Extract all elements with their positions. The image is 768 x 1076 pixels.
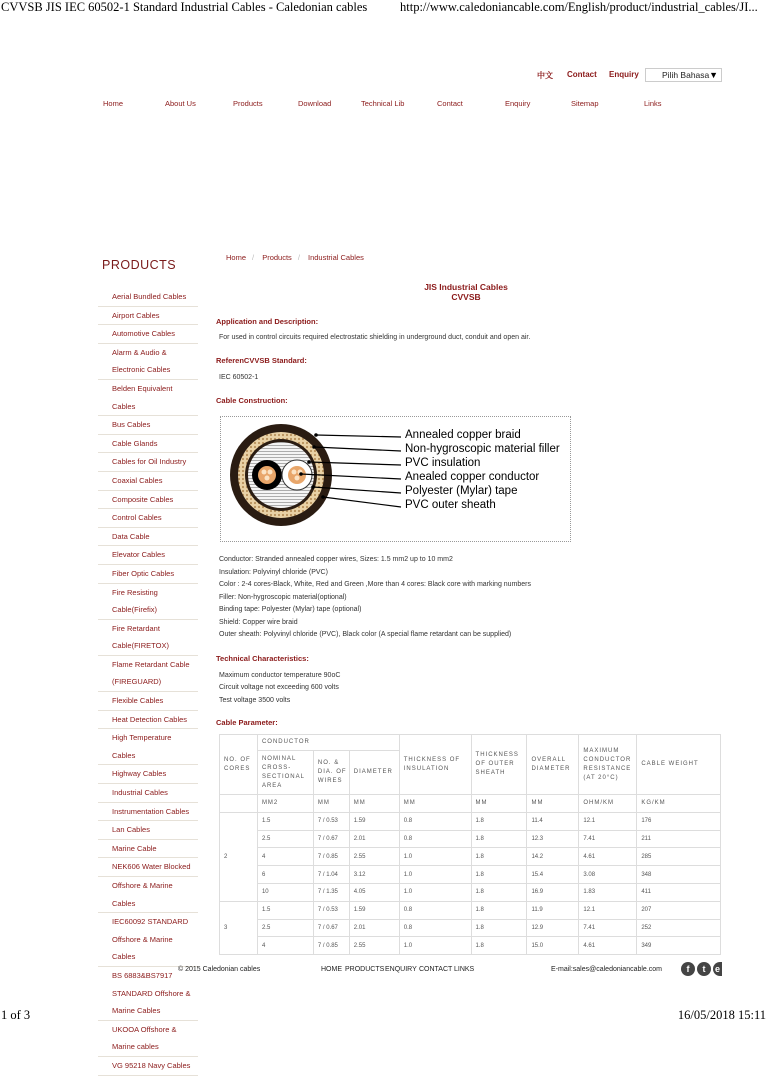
- table-cell: 1.8: [471, 830, 527, 848]
- footer-link-contact[interactable]: CONTACT: [419, 966, 453, 973]
- table-cell: 7.41: [579, 830, 637, 848]
- top-contact-link[interactable]: Contact: [567, 70, 597, 79]
- print-datetime: 16/05/2018 15:11: [677, 1008, 766, 1022]
- nav-contact[interactable]: Contact: [437, 99, 463, 108]
- table-row: [220, 883, 721, 901]
- diagram-label-conductor: Anealed copper conductor: [405, 471, 540, 483]
- application-text: For used in control circuits required electrostatic shielding in underground duct, conduit and open air.: [219, 334, 531, 341]
- table-row: [220, 848, 721, 866]
- sidebar-item[interactable]: Electronic Cables: [98, 361, 198, 380]
- cable-cross-section-diagram: [220, 416, 571, 542]
- unit-cell: OHM/KM: [579, 795, 637, 813]
- table-cell: 15.4: [527, 866, 579, 884]
- sidebar-item[interactable]: Cable Glands: [98, 435, 198, 454]
- standard-text: IEC 60502-1: [219, 374, 259, 381]
- table-cell: 3.08: [579, 866, 637, 884]
- table-cell: 2.55: [349, 937, 399, 955]
- table-cell: 1.59: [349, 812, 399, 830]
- sidebar-item[interactable]: (FIREGUARD): [98, 673, 198, 692]
- table-cell: 16.9: [527, 883, 579, 901]
- sidebar-item[interactable]: IEC60092 STANDARD: [112, 917, 189, 927]
- sidebar-item[interactable]: Airport Cables: [98, 307, 198, 326]
- unit-cell: KG/KM: [637, 795, 721, 813]
- table-cell: 2.01: [349, 830, 399, 848]
- sidebar-item[interactable]: High Temperature: [112, 733, 172, 743]
- print-page-url: http://www.caledoniancable.com/English/product/industrial_cables/JI...: [400, 0, 758, 14]
- table-cell: 211: [637, 830, 721, 848]
- copyright-text: © 2015 Caledonian cables: [178, 966, 261, 973]
- twitter-icon[interactable]: t: [697, 962, 711, 976]
- table-cell: 1.8: [471, 848, 527, 866]
- nav-links[interactable]: Links: [644, 99, 662, 108]
- sidebar-item[interactable]: Industrial Cables: [98, 784, 198, 803]
- nav-about-us[interactable]: About Us: [165, 99, 196, 108]
- table-cell: 4.61: [579, 848, 637, 866]
- technical-heading: Technical Characteristics:: [216, 654, 309, 663]
- print-page-number: 1 of 3: [1, 1008, 31, 1022]
- nav-download[interactable]: Download: [298, 99, 332, 108]
- table-cell: 0.8: [399, 919, 471, 937]
- table-cell: 3.12: [349, 866, 399, 884]
- header-area: NOMINAL CROSS-SECTIONAL AREA: [257, 751, 313, 795]
- table-cell: 2.5: [257, 919, 313, 937]
- sidebar-item[interactable]: Flexible Cables: [98, 692, 198, 711]
- table-cell: 12.9: [527, 919, 579, 937]
- table-cell: 1.0: [399, 883, 471, 901]
- construction-line: Conductor: Stranded annealed copper wires, Sizes: 1.5 mm2 up to 10 mm2: [219, 556, 453, 563]
- table-cell: 7 / 1.04: [313, 866, 349, 884]
- header-diameter: DIAMETER: [349, 751, 399, 795]
- language-select[interactable]: [645, 68, 722, 82]
- top-bar: [0, 68, 768, 84]
- sidebar-item[interactable]: UKOOA Offshore &: [112, 1024, 177, 1034]
- table-cell: 348: [637, 866, 721, 884]
- parameter-heading: Cable Parameter:: [216, 718, 278, 727]
- breadcrumb-industrial-cables[interactable]: Industrial Cables: [308, 253, 364, 262]
- construction-line: Outer sheath: Polyvinyl chloride (PVC), Black color (A special flame retardant can be supplied): [219, 631, 512, 638]
- table-cell: 12.1: [579, 812, 637, 830]
- sidebar-item[interactable]: BS 6883&BS7917: [112, 970, 173, 980]
- table-cell: 15.0: [527, 937, 579, 955]
- facebook-icon[interactable]: f: [681, 962, 695, 976]
- application-heading: Application and Description:: [216, 317, 319, 326]
- table-cell: 1.59: [349, 901, 399, 919]
- site-footer: [0, 962, 768, 978]
- construction-line: Filler: Non-hygroscopic material(optional): [219, 594, 347, 601]
- footer-link-products[interactable]: PRODUCTS: [345, 966, 385, 973]
- sidebar-item[interactable]: Belden Equivalent: [112, 383, 173, 393]
- sidebar-item[interactable]: Instrumentation Cables: [98, 803, 198, 822]
- sidebar-item[interactable]: Aerial Bundled Cables: [98, 288, 198, 307]
- sidebar-item[interactable]: Fire Resisting: [112, 587, 158, 597]
- diagram-label-tape: Polyester (Mylar) tape: [405, 485, 518, 497]
- table-cell: 12.3: [527, 830, 579, 848]
- table-cell: 11.4: [527, 812, 579, 830]
- sidebar-item[interactable]: Automotive Cables: [98, 325, 198, 344]
- table-cell: 1.8: [471, 866, 527, 884]
- table-cell: 12.1: [579, 901, 637, 919]
- sidebar-item[interactable]: Elevator Cables: [98, 546, 198, 565]
- table-cell: 4: [257, 848, 313, 866]
- sidebar-item[interactable]: Cables: [98, 895, 198, 914]
- nav-home[interactable]: Home: [103, 99, 124, 108]
- technical-line: Maximum conductor temperature 90oC: [219, 672, 341, 679]
- nav-enquiry[interactable]: Enquiry: [505, 99, 531, 108]
- table-cell: 7 / 0.85: [313, 848, 349, 866]
- table-row: [220, 901, 721, 919]
- footer-link-home[interactable]: HOME: [321, 966, 342, 973]
- sidebar-item[interactable]: Highway Cables: [98, 765, 198, 784]
- cores-cell: 3: [220, 901, 258, 954]
- sidebar-item[interactable]: Cables: [98, 398, 198, 417]
- table-cell: 4.05: [349, 883, 399, 901]
- header-resistance: MAXIMUM CONDUCTOR RESISTANCE (AT 20°C): [579, 735, 637, 795]
- sidebar-item[interactable]: Composite Cables: [98, 491, 198, 510]
- table-header-row: [220, 735, 721, 751]
- breadcrumb-separator: /: [252, 253, 255, 262]
- standard-heading: ReferenCVVSB Standard:: [216, 356, 307, 365]
- table-cell: 6: [257, 866, 313, 884]
- table-cell: 1.8: [471, 883, 527, 901]
- table-cell: 1.8: [471, 919, 527, 937]
- table-cell: 7 / 0.53: [313, 812, 349, 830]
- sidebar-item[interactable]: Marine cables: [98, 1038, 198, 1057]
- footer-email[interactable]: E-mail:sales@caledoniancable.com: [551, 966, 662, 973]
- unit-cell: MM: [471, 795, 527, 813]
- table-cell: 1.8: [471, 937, 527, 955]
- construction-heading: Cable Construction:: [216, 396, 288, 405]
- product-sidebar: [98, 288, 198, 1076]
- header-wires: NO. & DIA. OF WIRES: [313, 751, 349, 795]
- sidebar-item[interactable]: Cable(FIRETOX): [98, 637, 198, 656]
- sidebar-item[interactable]: Alarm & Audio &: [112, 347, 167, 357]
- main-nav: [0, 98, 768, 112]
- breadcrumb-products[interactable]: Products: [262, 253, 292, 262]
- header-conductor: CONDUCTOR: [257, 735, 399, 751]
- header-outer-sheath: THICKNESS OF OUTER SHEATH: [471, 735, 527, 795]
- sidebar-item[interactable]: Fire Retardant: [112, 623, 160, 633]
- table-cell: 1.8: [471, 812, 527, 830]
- table-cell: 349: [637, 937, 721, 955]
- construction-line: Shield: Copper wire braid: [219, 619, 298, 626]
- table-cell: 1.0: [399, 937, 471, 955]
- sidebar-item[interactable]: NEK606 Water Blocked: [98, 858, 198, 877]
- sidebar-item[interactable]: Cable(Firefix): [98, 601, 198, 620]
- sidebar-item[interactable]: Control Cables: [98, 509, 198, 528]
- breadcrumb-separator: /: [297, 253, 300, 262]
- table-row: [220, 919, 721, 937]
- unit-cell: MM: [349, 795, 399, 813]
- print-page-title: CVVSB JIS IEC 60502-1 Standard Industrial Cables - Caledonian cables: [1, 0, 368, 14]
- table-cell: 14.2: [527, 848, 579, 866]
- table-cell: 0.8: [399, 901, 471, 919]
- footer-link-links[interactable]: LINKS: [454, 966, 475, 973]
- print-footer: [0, 1008, 768, 1024]
- diagram-label-braid: Annealed copper braid: [405, 429, 521, 441]
- unit-cell: MM: [527, 795, 579, 813]
- sidebar-item[interactable]: Data Cable: [98, 528, 198, 547]
- sidebar-item[interactable]: Marine Cables: [98, 1002, 198, 1021]
- sidebar-item[interactable]: STANDARD Offshore &: [112, 988, 191, 998]
- table-cell: 0.8: [399, 830, 471, 848]
- table-units-row: [220, 795, 721, 813]
- sidebar-item[interactable]: Lan Cables: [98, 821, 198, 840]
- unit-cell: MM: [313, 795, 349, 813]
- table-cell: 0.8: [399, 812, 471, 830]
- dropdown-arrow-icon: ▼: [709, 70, 718, 80]
- cores-cell: 2: [220, 812, 258, 901]
- table-cell: 7 / 0.85: [313, 937, 349, 955]
- construction-line: Color : 2-4 cores-Black, White, Red and Green ,More than 4 cores: Black core with marking numbers: [219, 581, 532, 588]
- table-cell: 7 / 0.67: [313, 919, 349, 937]
- footer-link-enquiry[interactable]: ENQUIRY: [385, 966, 417, 973]
- diagram-label-outer-sheath: PVC outer sheath: [405, 499, 496, 511]
- table-cell: 2.5: [257, 830, 313, 848]
- sidebar-item[interactable]: Heat Detection Cables: [98, 711, 198, 730]
- table-cell: 207: [637, 901, 721, 919]
- page-subtitle: CVVSB: [451, 292, 481, 302]
- table-cell: 7 / 0.67: [313, 830, 349, 848]
- table-cell: 1.5: [257, 812, 313, 830]
- table-cell: 4: [257, 937, 313, 955]
- cable-parameter-table: [219, 734, 721, 955]
- table-cell: 252: [637, 919, 721, 937]
- email-icon[interactable]: e: [714, 964, 720, 974]
- breadcrumb: [226, 253, 370, 262]
- unit-cell: MM2: [257, 795, 313, 813]
- table-cell: 11.9: [527, 901, 579, 919]
- table-cell: 4.61: [579, 937, 637, 955]
- sidebar-item[interactable]: Bus Cables: [98, 416, 198, 435]
- table-row: [220, 866, 721, 884]
- language-select-value: Pilih Bahasa: [662, 70, 710, 80]
- table-cell: 1.8: [471, 901, 527, 919]
- table-cell: 411: [637, 883, 721, 901]
- chinese-language-link[interactable]: 中文: [537, 71, 553, 80]
- table-cell: 285: [637, 848, 721, 866]
- header-overall-diameter: OVERALL DIAMETER: [527, 735, 579, 795]
- table-cell: 7.41: [579, 919, 637, 937]
- sidebar-item[interactable]: Fiber Optic Cables: [98, 565, 198, 584]
- table-row: [220, 937, 721, 955]
- print-header: [0, 0, 768, 16]
- sidebar-item[interactable]: Offshore & Marine: [112, 881, 173, 890]
- technical-line: Circuit voltage not exceeding 600 volts: [219, 684, 339, 691]
- table-cell: 1.5: [257, 901, 313, 919]
- table-cell: 7 / 1.35: [313, 883, 349, 901]
- sidebar-item[interactable]: VG 95218 Navy Cables: [98, 1057, 198, 1076]
- nav-products[interactable]: Products: [233, 99, 263, 108]
- nav-sitemap[interactable]: Sitemap: [571, 99, 599, 108]
- table-cell: 1.0: [399, 848, 471, 866]
- unit-cell: MM: [399, 795, 471, 813]
- top-enquiry-link[interactable]: Enquiry: [609, 70, 639, 79]
- table-cell: 2.55: [349, 848, 399, 866]
- table-row: [220, 830, 721, 848]
- diagram-label-filler: Non-hygroscopic material filler: [405, 443, 560, 455]
- products-heading: PRODUCTS: [102, 258, 177, 272]
- table-cell: 2.01: [349, 919, 399, 937]
- sidebar-item[interactable]: Cables: [98, 948, 198, 967]
- sidebar-item[interactable]: Marine Cable: [98, 840, 198, 859]
- sidebar-item[interactable]: Cables: [98, 747, 198, 766]
- table-cell: 1.0: [399, 866, 471, 884]
- table-cell: 10: [257, 883, 313, 901]
- diagram-label-insulation: PVC insulation: [405, 457, 481, 469]
- construction-line: Binding tape: Polyester (Mylar) tape (optional): [219, 606, 362, 613]
- sidebar-item[interactable]: Offshore & Marine: [112, 934, 173, 944]
- table-cell: 7 / 0.53: [313, 901, 349, 919]
- sidebar-item[interactable]: Flame Retardant Cable: [112, 659, 190, 669]
- sidebar-item[interactable]: Cables for Oil Industry: [98, 453, 198, 472]
- construction-line: Insulation: Polyvinyl chloride (PVC): [219, 569, 328, 576]
- sidebar-item[interactable]: Coaxial Cables: [98, 472, 198, 491]
- header-insulation: THICKNESS OF INSULATION: [399, 735, 471, 795]
- breadcrumb-home[interactable]: Home: [226, 253, 247, 262]
- table-cell: 1.83: [579, 883, 637, 901]
- table-cell: 176: [637, 812, 721, 830]
- nav-technical-lib[interactable]: Technical Lib: [361, 99, 405, 108]
- technical-line: Test voltage 3500 volts: [219, 697, 291, 704]
- page-title: JIS Industrial Cables: [424, 282, 508, 292]
- table-row: [220, 812, 721, 830]
- header-no-of-cores: NO. OF CORES: [220, 735, 258, 795]
- header-weight: CABLE WEIGHT: [637, 735, 721, 795]
